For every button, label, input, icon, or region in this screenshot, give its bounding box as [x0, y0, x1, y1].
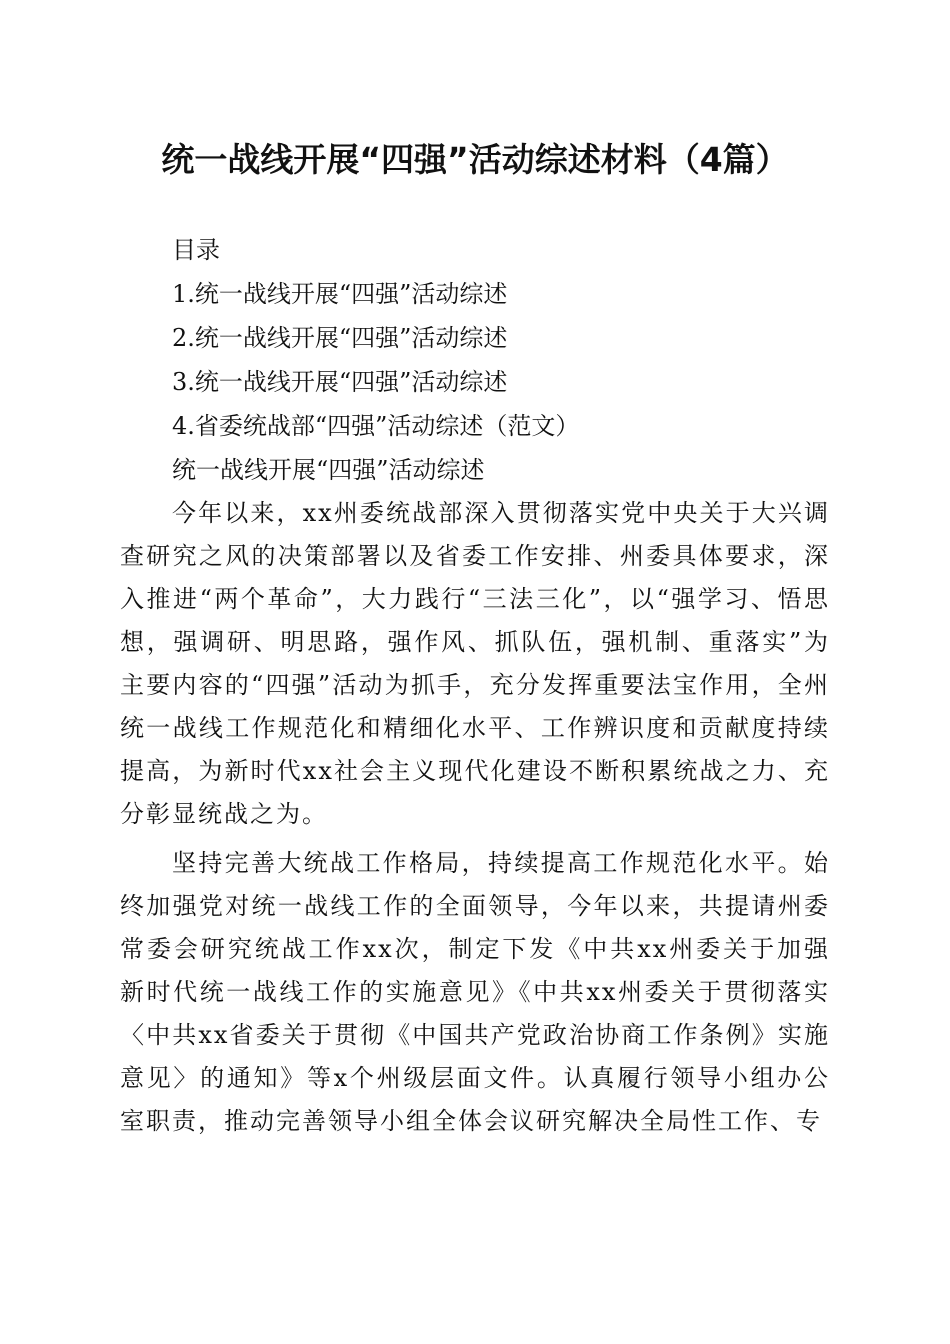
toc-heading: 目录 — [172, 236, 220, 264]
body-paragraph: 坚持完善大统战工作格局，持续提高工作规范化水平。始终加强党对统一战线工作的全面领导，今年以来，共提请州委常委会研究统战工作xx次，制定下发《中共xx州委关于加强新时代统一战线工作的实施意见》《中共xx州委关于贯彻落实〈中共xx省委关于贯彻《中国共产党政治协商工作条例》实施意见〉的通知》等x个州级层面文件。认真履行领导小组办公室职责，推动完善领导小组全体会议研究解决全局性工作、专 — [120, 849, 830, 1135]
body-paragraph: 今年以来，xx州委统战部深入贯彻落实党中央关于大兴调查研究之风的决策部署以及省委工作安排、州委具体要求，深入推进“两个革命”，大力践行“三法三化”，以“强学习、悟思想，强调研、明思路，强作风、抓队伍，强机制、重落实”为主要内容的“四强”活动为抓手，充分发挥重要法宝作用，全州统一战线工作规范化和精细化水平、工作辨识度和贡献度持续提高，为新时代xx社会主义现代化建设不断积累统战之力、充分彰显统战之为。 — [120, 499, 830, 828]
toc-item: 1.统一战线开展“四强”活动综述 — [172, 280, 508, 308]
document-body — [120, 228, 830, 1143]
toc-item: 4.省委统战部“四强”活动综述（范文） — [172, 412, 580, 440]
section-heading: 统一战线开展“四强”活动综述 — [172, 456, 485, 484]
document-title: 统一战线开展“四强”活动综述材料（4篇） — [161, 140, 789, 179]
toc-item: 2.统一战线开展“四强”活动综述 — [172, 324, 508, 352]
toc-item: 3.统一战线开展“四强”活动综述 — [172, 368, 508, 396]
